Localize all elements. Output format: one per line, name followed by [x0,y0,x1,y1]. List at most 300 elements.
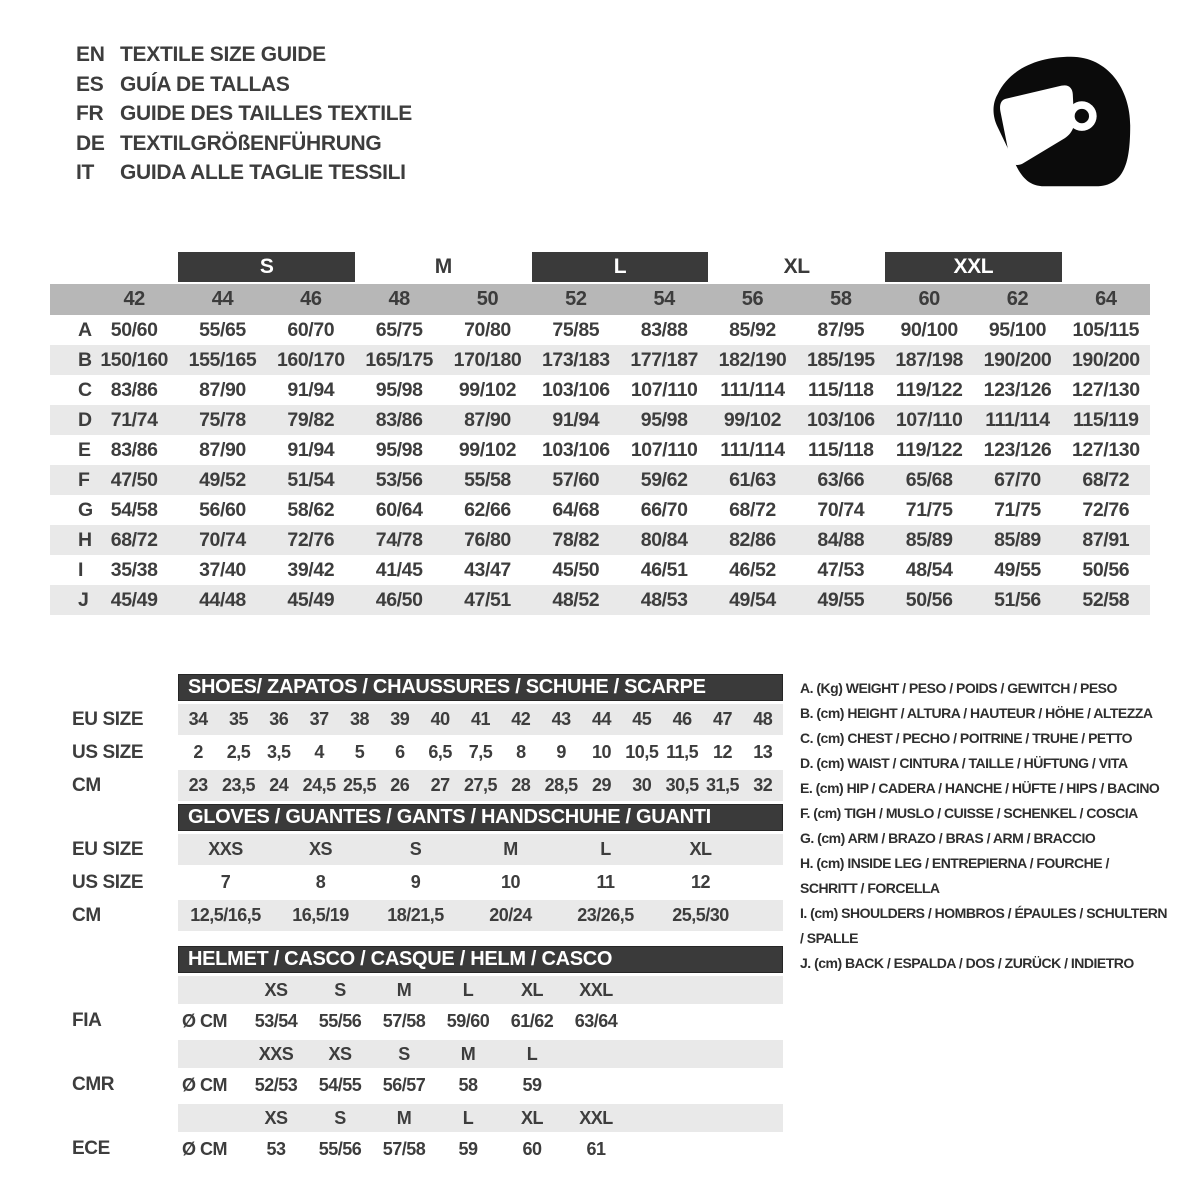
value-cell: 18/21,5 [387,905,444,925]
size-value: 91/94 [287,438,335,461]
value-cell: 8 [516,742,526,762]
size-value: 103/106 [541,438,610,461]
size-value: 187/198 [895,348,964,371]
helmet-table-title: HELMET / CASCO / CASQUE / HELM / CASCO [178,946,783,973]
size-row-i [50,555,1150,585]
size-value: 123/126 [983,438,1052,461]
value-cell: 9 [410,872,421,892]
value-cell: 58 [458,1074,478,1095]
size-value: 95/100 [988,318,1047,341]
language-code: IT [76,161,95,184]
unit-cell: Ø CM [182,1074,227,1095]
value-cell: 10 [500,872,521,892]
size-value: 49/55 [994,558,1041,581]
numeric-size: 48 [388,288,410,310]
table-row [50,704,783,735]
size-value: 68/72 [1082,468,1130,491]
size-value: 65/68 [905,468,953,491]
size-value: 47/50 [110,468,158,491]
row-letter: F [78,468,90,491]
size-value: 95/98 [375,378,423,401]
row-label: US SIZE [72,741,144,763]
value-cell: 2 [193,742,203,762]
size-value: 83/86 [110,378,158,401]
value-cell: 3,5 [267,742,291,762]
value-cell: 28 [511,775,531,795]
size-value: 99/102 [458,438,517,461]
size-value: 85/92 [729,318,776,341]
helmet-table-body [50,976,783,1166]
size-value: 45/49 [110,588,158,611]
numeric-size-row [50,284,1150,315]
row-cells [178,1040,783,1068]
helmet-table [50,946,783,1168]
value-cell: 8 [315,872,326,892]
size-value: 173/183 [541,348,610,371]
value-cell: 35 [228,709,248,729]
row-cells [178,1004,783,1038]
size-value: 60/64 [375,498,423,521]
language-row [76,70,412,100]
value-cell: 26 [390,775,410,795]
value-cell: 52/53 [254,1074,298,1095]
size-value: 85/89 [994,528,1041,551]
size-cell: L [462,1107,474,1128]
value-cell: 61/62 [510,1010,554,1031]
size-value: 150/160 [100,348,169,371]
size-row-b [50,345,1150,375]
size-table-body [50,315,1150,615]
size-value: 95/98 [640,408,688,431]
value-cell: 60 [522,1138,542,1159]
helmet-size-row [50,1040,783,1068]
row-label [50,1040,178,1068]
size-value: 80/84 [640,528,688,551]
size-value: 105/115 [1072,318,1140,341]
language-label: GUIDA ALLE TAGLIE TESSILI [120,161,406,184]
helmet-size-row [50,976,783,1004]
row-label [50,976,178,1004]
size-value: 123/126 [983,378,1052,401]
size-value: 51/56 [994,588,1041,611]
row-label: EU SIZE [72,708,144,730]
value-cell: 16,5/19 [292,905,349,925]
size-row-j [50,585,1150,615]
size-cell: L [462,979,474,1000]
language-label: TEXTILE SIZE GUIDE [120,43,326,66]
value-cell: 12,5/16,5 [190,905,261,925]
value-cell: 48 [753,709,773,729]
size-value: 83/88 [640,318,688,341]
row-letter: D [78,408,92,431]
size-value: 67/70 [994,468,1041,491]
value-cell: 30 [632,775,652,795]
size-value: 107/110 [630,378,698,401]
value-cell: XL [689,839,712,859]
size-value: 72/76 [287,528,335,551]
size-row-h [50,525,1150,555]
size-cell: XL [520,979,543,1000]
size-cell: XXL [579,1107,613,1128]
size-value: 115/118 [808,378,874,401]
size-value: 55/58 [464,468,511,491]
size-value: 119/122 [895,378,963,401]
size-value: 66/70 [640,498,688,521]
size-value: 49/54 [729,588,776,611]
row-cells [178,834,783,865]
size-value: 70/74 [817,498,865,521]
size-value: 71/74 [110,408,158,431]
size-value: 85/89 [905,528,953,551]
size-value: 70/74 [199,528,246,551]
value-cell: 13 [753,742,773,762]
shoes-table [50,674,783,803]
size-cell: XS [264,1107,288,1128]
legend-item-d: D. (cm) WAIST / CINTURA / TAILLE / HÜFTUNG / VITA [800,755,1128,771]
value-cell: 61 [586,1138,606,1159]
size-group-xl: XL [783,255,810,278]
size-value: 39/42 [287,558,335,581]
size-row-f [50,465,1150,495]
size-value: 68/72 [110,528,158,551]
legend-item-h: H. (cm) INSIDE LEG / ENTREPIERNA / FOURCHE / SCHRITT / FORCELLA [800,855,1109,896]
value-cell: 27,5 [463,775,498,795]
size-value: 190/200 [1071,348,1140,371]
size-value: 71/75 [994,498,1041,521]
size-value: 91/94 [552,408,600,431]
value-cell: 27 [430,775,450,795]
table-row [50,834,783,865]
size-value: 48/54 [905,558,953,581]
value-cell: 55/56 [318,1010,362,1031]
shoes-table-body [50,704,783,801]
size-value: 59/62 [640,468,688,491]
value-cell: 39 [390,709,410,729]
legend-item-c: C. (cm) CHEST / PECHO / POITRINE / TRUHE / PETTO [800,730,1133,746]
size-value: 79/82 [287,408,335,431]
language-row [76,40,412,70]
legend-item-i: I. (cm) SHOULDERS / HOMBROS / ÉPAULES / SCHULTERN / SPALLE [800,905,1168,946]
standard-label-ece: ECE [72,1138,110,1159]
value-cell: 43 [551,709,571,729]
size-value: 78/82 [552,528,600,551]
value-cell: 59/60 [446,1010,490,1031]
value-cell: 57/58 [382,1138,426,1159]
size-value: 107/110 [630,438,698,461]
size-value: 48/52 [552,588,600,611]
size-value: 45/50 [552,558,600,581]
language-code: ES [76,72,104,96]
size-value: 107/110 [895,408,963,431]
value-cell: 6 [395,742,405,762]
size-value: 44/48 [199,588,246,611]
language-row [76,99,412,129]
size-value: 155/165 [188,348,257,371]
value-cell: XS [308,839,332,859]
value-cell: 12 [712,742,732,762]
row-label: CM [72,904,101,926]
size-group-xxl: XXL [885,252,1062,282]
value-cell: 30,5 [665,775,699,795]
value-cell: 44 [591,709,611,729]
unit-cell: Ø CM [182,1138,227,1159]
size-value: 87/95 [817,318,865,341]
measurement-legend [800,676,1168,976]
size-cell: XS [328,1043,352,1064]
language-label: GUÍA DE TALLAS [120,72,290,96]
value-cell: 7,5 [468,742,493,762]
size-value: 103/106 [806,408,875,431]
size-value: 185/195 [806,348,875,371]
size-value: 87/90 [199,438,246,461]
language-list [76,40,412,188]
size-group-l: L [532,252,709,282]
row-cells [178,770,783,801]
size-value: 43/47 [464,558,511,581]
value-cell: 54/55 [318,1074,362,1095]
legend-item-g: G. (cm) ARM / BRAZO / BRAS / ARM / BRACCIO [800,830,1096,846]
unit-cell: Ø CM [182,1010,227,1031]
value-cell: 2,5 [226,742,251,762]
size-value: 76/80 [464,528,511,551]
row-cells [178,737,783,768]
row-letter: J [78,588,89,611]
value-cell: 25,5 [342,775,377,795]
row-label [50,1104,178,1132]
language-label: GUIDE DES TAILLES TEXTILE [120,102,412,125]
value-cell: 53/54 [254,1010,298,1031]
gloves-table-title: GLOVES / GUANTES / GANTS / HANDSCHUHE / GUANTI [178,804,783,831]
legend-item-e: E. (cm) HIP / CADERA / HANCHE / HÜFTE / HIPS / BACINO [800,780,1160,796]
size-value: 99/102 [723,408,782,431]
row-cells [178,976,783,1004]
size-value: 49/55 [817,588,865,611]
size-value: 165/175 [365,348,434,371]
value-cell: 56/57 [382,1074,426,1095]
table-row [50,900,783,931]
language-row [76,158,412,188]
size-cell: S [334,1107,346,1128]
size-value: 64/68 [552,498,600,521]
size-cell: M [396,1107,412,1128]
size-value: 51/54 [287,468,335,491]
size-value: 41/45 [375,558,423,581]
size-value: 37/40 [199,558,246,581]
size-cell: XXS [258,1043,294,1064]
size-value: 95/98 [375,438,423,461]
gloves-table-body [50,834,783,931]
helmet-size-row [50,1104,783,1132]
size-value: 48/53 [640,588,688,611]
size-value: 115/118 [808,438,874,461]
table-row [50,867,783,898]
size-value: 75/78 [199,408,246,431]
value-cell: 37 [309,709,329,729]
table-row [50,737,783,768]
size-value: 127/130 [1071,438,1140,461]
value-cell: 40 [430,709,450,729]
value-cell: 11,5 [666,742,699,762]
size-value: 50/56 [1082,558,1130,581]
value-cell: 25,5/30 [672,905,729,925]
size-group-row [50,252,1150,282]
size-cell: L [526,1043,538,1064]
numeric-size: 44 [211,288,234,310]
value-cell: 4 [314,742,324,762]
row-cells [178,1132,783,1166]
size-value: 52/58 [1082,588,1130,611]
value-cell: 36 [269,709,289,729]
size-value: 103/106 [541,378,610,401]
row-cells [178,867,783,898]
numeric-size: 50 [476,288,499,310]
shoes-table-title: SHOES/ ZAPATOS / CHAUSSURES / SCHUHE / SCARPE [178,674,783,701]
value-cell: 38 [349,709,369,729]
numeric-size: 46 [300,288,322,310]
helmet-value-row [50,1068,783,1102]
size-value: 87/90 [199,378,246,401]
size-value: 55/65 [199,318,246,341]
row-label: EU SIZE [72,838,144,860]
size-value: 91/94 [287,378,335,401]
size-group-s: S [178,252,355,282]
size-value: 177/187 [630,348,699,371]
size-value: 115/119 [1073,408,1139,431]
value-cell: 32 [753,775,773,795]
numeric-size: 52 [565,288,587,310]
numeric-size: 62 [1006,288,1029,310]
size-value: 35/38 [110,558,158,581]
size-cell: XL [520,1107,543,1128]
value-cell: 47 [712,709,732,729]
size-value: 127/130 [1071,378,1140,401]
size-value: 61/63 [729,468,776,491]
numeric-size: 54 [653,288,675,310]
size-value: 53/56 [375,468,423,491]
size-value: 83/86 [110,438,158,461]
size-cell: S [334,979,346,1000]
standard-label-fia: FIA [72,1010,102,1031]
size-value: 58/62 [287,498,335,521]
value-cell: 10,5 [625,742,659,762]
size-value: 82/86 [729,528,776,551]
language-code: FR [76,102,104,125]
size-value: 68/72 [729,498,776,521]
size-value: 119/122 [895,438,963,461]
size-value: 47/53 [817,558,865,581]
size-value: 87/90 [464,408,511,431]
row-letter: C [78,378,92,401]
size-row-c [50,375,1150,405]
size-row-d [50,405,1150,435]
size-value: 182/190 [718,348,787,371]
size-value: 50/60 [110,318,158,341]
size-value: 74/78 [375,528,423,551]
size-value: 49/52 [199,468,246,491]
size-value: 56/60 [199,498,246,521]
row-cells [178,900,783,931]
legend-item-b: B. (cm) HEIGHT / ALTURA / HAUTEUR / HÖHE / ALTEZZA [800,705,1153,721]
numeric-size: 60 [918,288,940,310]
value-cell: M [503,839,518,859]
size-value: 70/80 [464,318,511,341]
value-cell: 59 [522,1074,542,1095]
value-cell: 23 [188,775,208,795]
value-cell: 23/26,5 [577,905,634,925]
value-cell: 34 [188,709,208,729]
value-cell: 53 [266,1138,286,1159]
row-cells [178,1104,783,1132]
value-cell: 7 [220,872,231,892]
value-cell: XXS [208,839,243,859]
value-cell: 42 [511,709,531,729]
row-letter: I [78,558,84,581]
row-letter: B [78,348,92,371]
size-value: 46/50 [375,588,423,611]
size-value: 50/56 [905,588,953,611]
numeric-size: 42 [123,288,145,310]
language-code: EN [76,43,105,66]
size-value: 90/100 [900,318,958,341]
legend-item-a: A. (Kg) WEIGHT / PESO / POIDS / GEWITCH / PESO [800,680,1117,696]
row-label: CM [72,774,101,796]
value-cell: 31,5 [705,775,740,795]
value-cell: L [600,839,611,859]
size-cell: S [398,1043,410,1064]
size-value: 170/180 [453,348,522,371]
value-cell: 24,5 [302,775,336,795]
size-value: 99/102 [458,378,517,401]
size-value: 83/86 [375,408,423,431]
legend-item-j: J. (cm) BACK / ESPALDA / DOS / ZURÜCK / INDIETRO [800,955,1134,971]
helmet-value-row [50,1132,783,1166]
size-value: 60/70 [287,318,335,341]
textile-size-table [50,252,1150,615]
language-label: TEXTILGRÖßENFÜHRUNG [120,131,382,155]
value-cell: 55/56 [318,1138,362,1159]
value-cell: 9 [556,742,566,762]
numeric-size: 56 [741,288,764,310]
size-value: 111/114 [720,438,785,461]
size-row-a [50,315,1150,345]
row-letter: A [78,318,92,341]
size-value: 84/88 [817,528,865,551]
size-row-e [50,435,1150,465]
row-letter: H [78,528,92,551]
size-value: 45/49 [287,588,335,611]
racing-helmet-icon [982,33,1138,221]
value-cell: 10 [591,742,611,762]
size-row-g [50,495,1150,525]
size-value: 63/66 [817,468,865,491]
value-cell: 12 [690,872,711,892]
size-value: 72/76 [1082,498,1130,521]
value-cell: 29 [591,775,611,795]
value-cell: 24 [269,775,289,795]
value-cell: S [409,839,422,859]
size-value: 190/200 [983,348,1052,371]
size-cell: M [396,979,412,1000]
gloves-table [50,804,783,933]
value-cell: 45 [632,709,652,729]
value-cell: 46 [672,709,692,729]
size-value: 54/58 [110,498,158,521]
row-letter: G [78,498,93,521]
row-cells [178,1068,783,1102]
value-cell: 6,5 [428,742,452,762]
size-value: 65/75 [375,318,423,341]
size-cell: M [460,1043,476,1064]
